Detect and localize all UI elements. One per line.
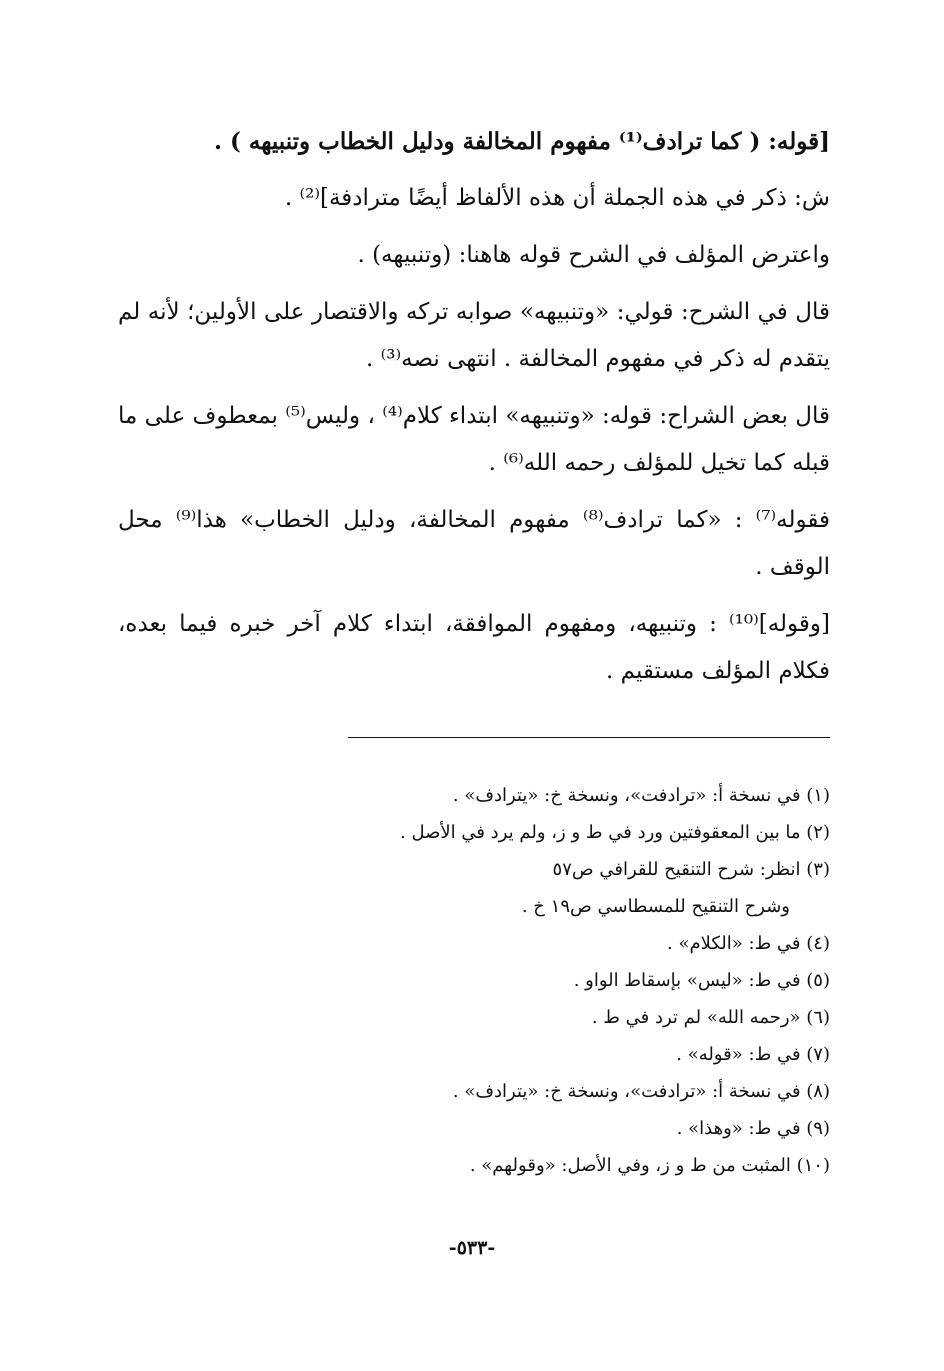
paragraph: قال في الشرح: قولي: «وتنبيهه» صوابه تركه والاقتصار على الأولين؛ لأنه لم يتقدم له ذكر في مفهوم المخالفة . انتهى نصه⁽³⁾ .: [118, 299, 830, 372]
footnotes: [300, 777, 830, 1184]
paragraph: [وقوله]⁽¹⁰⁾ : وتنبيهه، ومفهوم الموافقة، ابتداء كلام آخر خبره فيما بعده، فكلام المؤلف مستقيم .: [118, 611, 830, 684]
footnote: (٩) في ط: «وهذا» .: [676, 1118, 830, 1139]
paragraph: ش: ذكر في هذه الجملة أن هذه الألفاظ أيضًا مترادفة]⁽²⁾ .: [284, 185, 830, 211]
paragraph: واعترض المؤلف في الشرح قوله هاهنا: (وتنبيهه) .: [357, 242, 830, 268]
paragraph: قال بعض الشراح: قوله: «وتنبيهه» ابتداء كلام⁽⁴⁾ ، وليس⁽⁵⁾ بمعطوف على ما قبله كما تخيل للمؤلف رحمه الله⁽⁶⁾ .: [118, 403, 830, 476]
page-number: -٥٣٣-: [448, 1237, 496, 1259]
footnote: (١) في نسخة أ: «ترادفت»، ونسخة خ: «يترادف» .: [452, 785, 830, 806]
footnote: (٧) في ط: «قوله» .: [676, 1044, 830, 1065]
footnote: (٣) انظر: شرح التنقيح للقرافي ص٥٧: [552, 859, 830, 880]
footnote: (١٠) المثبت من ط و ز، وفي الأصل: «وقولهم» .: [469, 1155, 830, 1176]
footnote: (٦) «رحمه الله» لم ترد في ط .: [591, 1007, 830, 1028]
footnote: (٨) في نسخة أ: «ترادفت»، ونسخة خ: «يترادف» .: [452, 1081, 830, 1102]
main-text: [118, 118, 830, 705]
footnote-divider: [348, 737, 830, 738]
footnote: (٤) في ط: «الكلام» .: [667, 933, 830, 954]
paragraph: فقوله⁽⁷⁾ : «كما ترادف⁽⁸⁾ مفهوم المخالفة، ودليل الخطاب» هذا⁽⁹⁾ محل الوقف .: [118, 507, 830, 580]
footnote: (٥) في ط: «ليس» بإسقاط الواو .: [573, 970, 830, 991]
footnote: (٢) ما بين المعقوفتين ورد في ط و ز، ولم يرد في الأصل .: [400, 822, 830, 843]
footnote-continuation: وشرح التنقيح للمسطاسي ص١٩ خ .: [521, 896, 790, 917]
paragraph-heading: [قوله: ( كما ترادف⁽¹⁾ مفهوم المخالفة ودليل الخطاب وتنبيهه ) .: [214, 128, 830, 155]
